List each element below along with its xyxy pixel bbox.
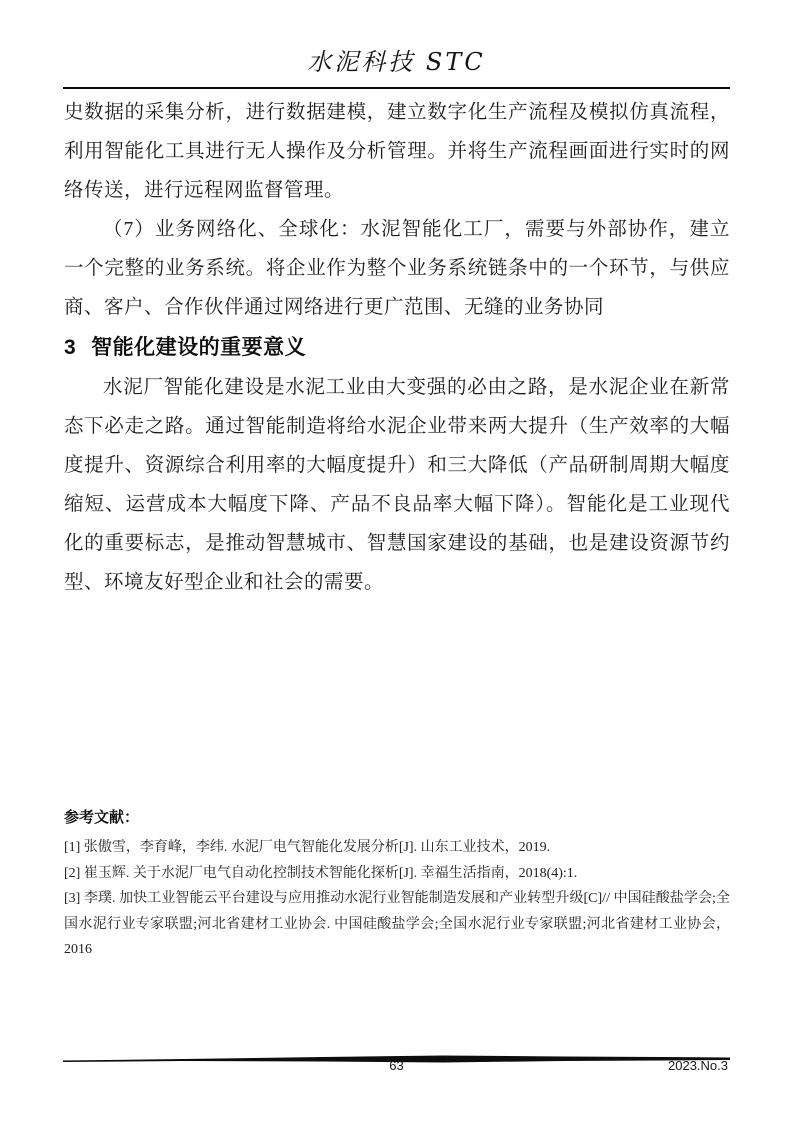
section-paragraph: 水泥厂智能化建设是水泥工业由大变强的必由之路，是水泥企业在新常态下必走之路。通过智能制造将给水泥企业带来两大提升（生产效率的大幅度提升、资源综合利用率的大幅度提升）和三大降低（产品研制周期大幅度缩短、运营成本大幅度下降、产品不良品率大幅下降）。智能化是工业现代化的重要标志，是推动智慧城市、智慧国家建设的基础，也是建设资源节约型、环境友好型企业和社会的需要。 (64, 377, 730, 593)
section-number: 3 (64, 336, 77, 359)
issue-label: 2023.No.3 (668, 1058, 728, 1073)
page-number: 63 (389, 1058, 404, 1073)
header-rule (63, 87, 730, 89)
footer (63, 1058, 730, 1076)
references-section (64, 808, 730, 963)
article-body (64, 93, 730, 602)
references-heading: 参考文献： (64, 809, 140, 826)
reference-item-2: [2] 崔玉辉. 关于水泥厂电气自动化控制技术智能化探析[J]. 幸福生活指南，2018(4):1. (64, 865, 578, 881)
journal-title: 水泥科技 STC (307, 48, 486, 76)
paragraph-continuation: 史数据的采集分析，进行数据建模，建立数字化生产流程及模拟仿真流程，利用智能化工具进行无人操作及分析管理。并将生产流程画面进行实时的网络传送，进行远程网监督管理。 (64, 102, 730, 201)
footer-rule (63, 1050, 730, 1058)
section-title: 智能化建设的重要意义 (91, 336, 307, 359)
section-heading (64, 328, 730, 368)
paragraph-item7: （7）业务网络化、全球化：水泥智能化工厂，需要与外部协作，建立一个完整的业务系统。将企业作为整个业务系统链条中的一个环节，与供应商、客户、合作伙伴通过网络进行更广范围、无缝的业务协同 (64, 219, 730, 318)
reference-item-3: [3] 李璞. 加快工业智能云平台建设与应用推动水泥行业智能制造发展和产业转型升级[C]// 中国硅酸盐学会;全国水泥行业专家联盟;河北省建材工业协会. 中国硅酸盐学会;全国水泥行业专家联盟;河北省建材工业协会，2016 (64, 891, 730, 957)
reference-item-1: [1] 张傲雪，李育峰，李纬. 水泥厂电气智能化发展分析[J]. 山东工业技术，2019. (64, 840, 551, 855)
